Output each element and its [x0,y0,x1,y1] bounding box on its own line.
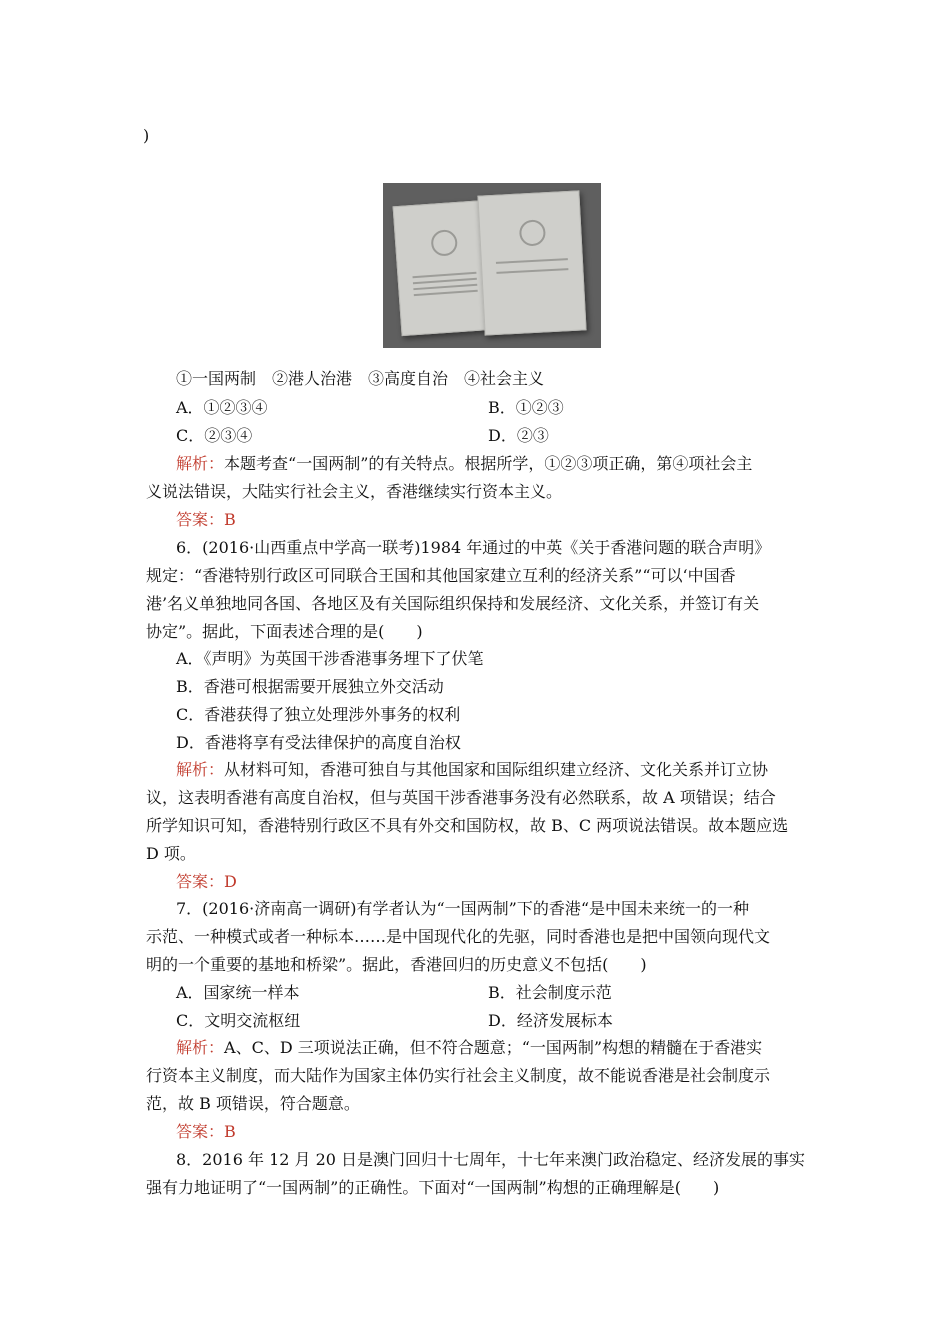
q7-analysis-cont-2: 范，故 B 项错误，符合题意。 [146,1094,360,1113]
analysis-label: 解析： [176,1038,225,1057]
q5-options: ①一国两制 ②港人治港 ③高度自治 ④社会主义 [176,369,545,388]
q6-choice-c: C．香港获得了独立处理涉外事务的权利 [176,705,461,724]
q6-answer: 答案：D [176,872,237,891]
q6-stem-2: 规定：“香港特别行政区可同联合王国和其他国家建立互利的经济关系”“可以‘中国香 [146,566,736,585]
q7-choice-c: C．文明交流枢纽 [176,1011,301,1030]
analysis-label: 解析： [176,454,225,473]
book-chinese [477,190,586,335]
q6-stem-4: 协定”。据此，下面表述合理的是( ) [146,622,423,641]
analysis-label: 解析： [176,760,225,779]
q7-stem-3: 明的一个重要的基地和桥梁”。据此，香港回归的历史意义不包括( ) [146,955,647,974]
q6-choice-a: A．《声明》为英国干涉香港事务埋下了伏笔 [176,649,484,668]
q6-analysis-cont-3: D 项。 [146,844,196,863]
q6-stem-1: 6．(2016·山西重点中学高一联考)1984 年通过的中英《关于香港问题的联合声明》 [176,538,771,557]
q6-choice-d: D．香港将享有受法律保护的高度自治权 [176,733,461,752]
q7-choice-d: D．经济发展标本 [488,1011,613,1030]
q6-analysis: 解析：从材料可知，香港可独自与其他国家和国际组织建立经济、文化关系并订立协 [176,760,769,779]
national-emblem-icon [430,229,458,257]
q7-stem-1: 7．(2016·济南高一调研)有学者认为“一国两制”下的香港“是中国未来统一的一种 [176,899,750,918]
q5-choice-d: D．②③ [488,426,549,445]
q5-choice-c: C．②③④ [176,426,253,445]
q6-analysis-cont-2: 所学知识可知，香港特别行政区不具有外交和国防权，故 B、C 两项说法错误。故本题应选 [146,816,789,835]
q8-stem-1: 8．2016 年 12 月 20 日是澳门回归十七周年，十七年来澳门政治稳定、经济发展的事实 [176,1150,806,1169]
continued-paren: ) [143,126,150,145]
q6-stem-3: 港’名义单独地同各国、各地区及有关国际组织保持和发展经济、文化关系，并签订有关 [146,594,760,613]
q8-stem-2: 强有力地证明了“一国两制”的正确性。下面对“一国两制”构想的正确理解是( ) [146,1178,720,1197]
q5-analysis: 解析：本题考查“一国两制”的有关特点。根据所学，①②③项正确，第④项社会主 [176,454,753,473]
q7-answer: 答案：B [176,1122,236,1141]
q5-analysis-cont: 义说法错误，大陆实行社会主义，香港继续实行资本主义。 [146,482,563,501]
basic-law-books-photo [383,183,601,348]
q6-analysis-cont-1: 议，这表明香港有高度自治权，但与英国干涉香港事务没有必然联系，故 A 项错误；结合 [146,788,776,807]
q5-choice-a: A．①②③④ [176,398,268,417]
q7-stem-2: 示范、一种模式或者一种标本……是中国现代化的先驱，同时香港也是把中国领向现代文 [146,927,771,946]
q5-choice-b: B．①②③ [488,398,564,417]
q7-choice-b: B．社会制度示范 [488,983,612,1002]
q7-analysis: 解析：A、C、D 三项说法正确，但不符合题意；“一国两制”构想的精髓在于香港实 [176,1038,763,1057]
q7-choice-a: A．国家统一样本 [176,983,300,1002]
q7-analysis-cont-1: 行资本主义制度，而大陆作为国家主体仍实行社会主义制度，故不能说香港是社会制度示 [146,1066,771,1085]
q6-choice-b: B．香港可根据需要开展独立外交活动 [176,677,444,696]
national-emblem-icon [519,219,546,246]
q5-answer: 答案：B [176,510,236,529]
